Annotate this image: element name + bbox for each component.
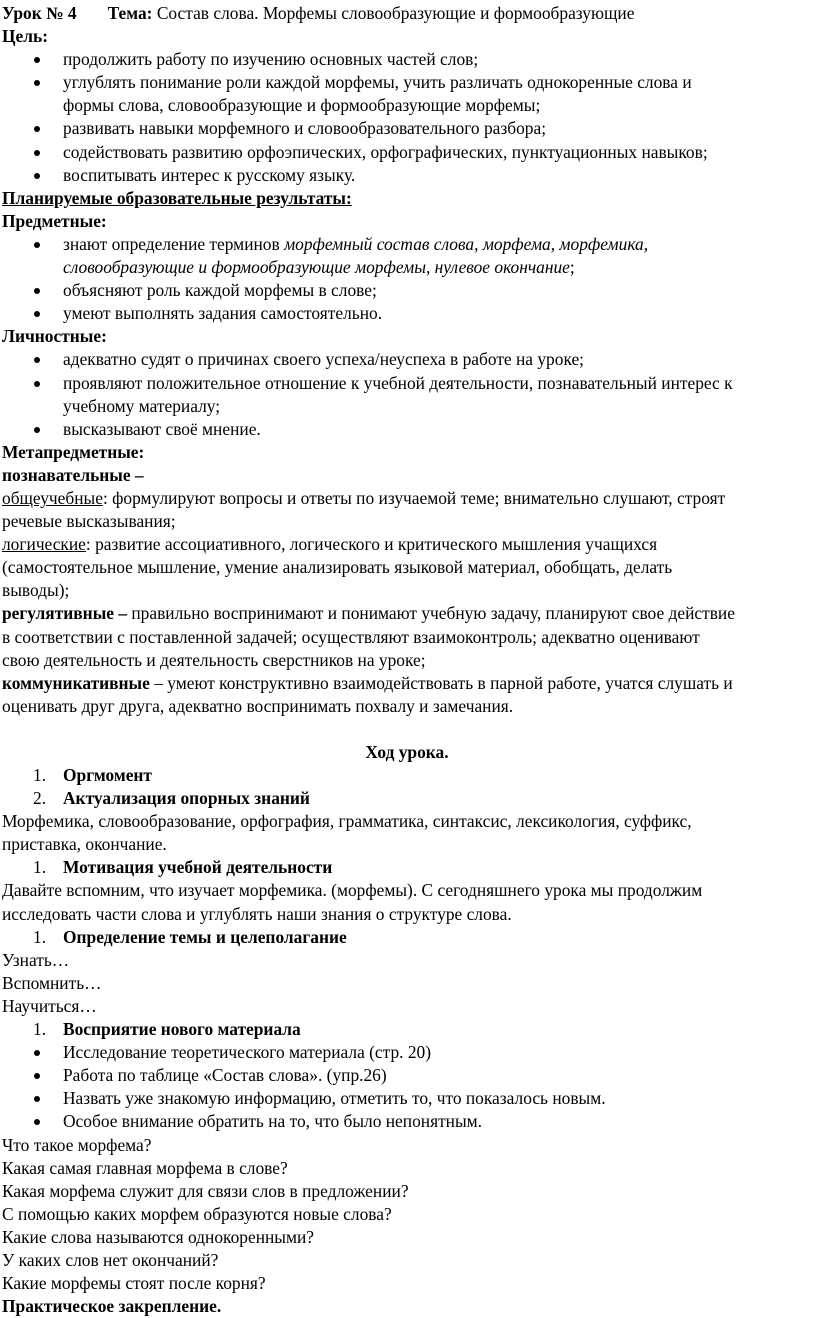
goal-item: содействовать развитию орфоэпических, орфографических, пунктуационных навыков;	[2, 141, 812, 164]
personal-item: адекватно судят о причинах своего успеха/неуспеха в работе на уроке;	[2, 348, 812, 371]
subject-item: умеют выполнять задания самостоятельно.	[2, 302, 812, 325]
goal-item: продолжить работу по изучению основных частей слов;	[2, 48, 812, 71]
question: Какая морфема служит для связи слов в предложении?	[2, 1180, 409, 1201]
subject-item: объясняют роль каждой морфемы в слове;	[2, 279, 812, 302]
results-heading: Планируемые образовательные результаты:	[2, 187, 352, 208]
personal-item: проявляют положительное отношение к учебной деятельности, познавательный интерес к учебному материалу;	[2, 372, 812, 418]
step-new-material: 1. Восприятие нового материала	[33, 1019, 301, 1040]
goal-item: развивать навыки морфемного и словообразовательного разбора;	[2, 117, 812, 140]
question: Что такое морфема?	[2, 1134, 152, 1155]
lesson-header	[2, 2, 812, 25]
logical-skills: логические: развитие ассоциативного, логического и критического мышления учащихся (самостоятельное мышление, умение анализировать языковой материал, обобщать, делать выводы);	[2, 534, 673, 601]
goal-item: воспитывать интерес к русскому языку.	[2, 164, 812, 187]
motivation-text: Давайте вспомним, что изучает морфемика. (морфемы). С сегодняшнего урока мы продолжим исследовать части слова и углублять наши знания о структуре слова.	[2, 880, 703, 924]
theme-text: Состав слова. Морфемы словообразующие и формообразующие	[156, 3, 635, 23]
theme-label: Тема:	[107, 3, 153, 23]
goal-setting-line: Научиться…	[2, 995, 97, 1016]
regulative-skills: регулятивные – правильно воспринимают и понимают учебную задачу, планируют свое действие в соответствии с поставленной задачей; осуществляют взаимоконтроль; адекватно оценивают свою деятельность и деятельность сверстников на уроке;	[2, 603, 735, 670]
new-material-item: Назвать уже знакомую информацию, отметить то, что показалось новым.	[2, 1087, 812, 1110]
actualization-text: Морфемика, словообразование, орфография, грамматика, синтаксис, лексикология, суффикс, приставка, окончание.	[2, 811, 692, 855]
question: С помощью каких морфем образуются новые слова?	[2, 1203, 392, 1224]
personal-item: высказывают своё мнение.	[2, 418, 812, 441]
step-motivation: 1. Мотивация учебной деятельности	[33, 857, 333, 878]
goal-setting-line: Узнать…	[2, 949, 70, 970]
communicative-skills: коммуникативные – умеют конструктивно взаимодействовать в парной работе, учатся слушать и оценивать друг друга, адекватно воспринимать похвалу и замечания.	[2, 672, 733, 716]
meta-label: Метапредметные:	[2, 441, 145, 462]
practice-heading: Практическое закрепление.	[2, 1296, 222, 1317]
cognitive-label: познавательные –	[2, 464, 144, 485]
new-material-item: Особое внимание обратить на то, что было непонятным.	[2, 1110, 812, 1133]
personal-label: Личностные:	[2, 326, 107, 347]
question: Какие слова называются однокоренными?	[2, 1226, 315, 1247]
goal-list	[2, 48, 812, 187]
goal-label: Цель:	[2, 26, 48, 47]
goal-item: углублять понимание роли каждой морфемы, учить различать однокоренные слова и формы слова, словообразующие и формообразующие морфемы;	[2, 71, 812, 117]
goal-setting-line: Вспомнить…	[2, 972, 102, 993]
step-goal-setting: 1. Определение темы и целеполагание	[33, 926, 347, 947]
new-material-item: Исследование теоретического материала (стр. 20)	[2, 1041, 812, 1064]
lesson-heading: Ход урока.	[365, 741, 449, 762]
subject-label: Предметные:	[2, 210, 107, 231]
question: Какие морфемы стоят после корня?	[2, 1273, 266, 1294]
subject-item: знают определение терминов морфемный состав слова, морфема, морфемика, словообразующие и формообразующие морфемы, нулевое окончание;	[2, 233, 812, 279]
lesson-number: Урок № 4	[2, 3, 77, 23]
question: У каких слов нет окончаний?	[2, 1249, 219, 1270]
question: Какая самая главная морфема в слове?	[2, 1157, 288, 1178]
step-actualization: 2. Актуализация опорных знаний	[33, 788, 310, 809]
step-orgmoment: 1. Оргмомент	[33, 765, 152, 785]
general-skills: общеучебные: формулируют вопросы и ответы по изучаемой теме; внимательно слушают, строят речевые высказывания;	[2, 487, 726, 532]
new-material-item: Работа по таблице «Состав слова». (упр.26)	[2, 1064, 812, 1087]
